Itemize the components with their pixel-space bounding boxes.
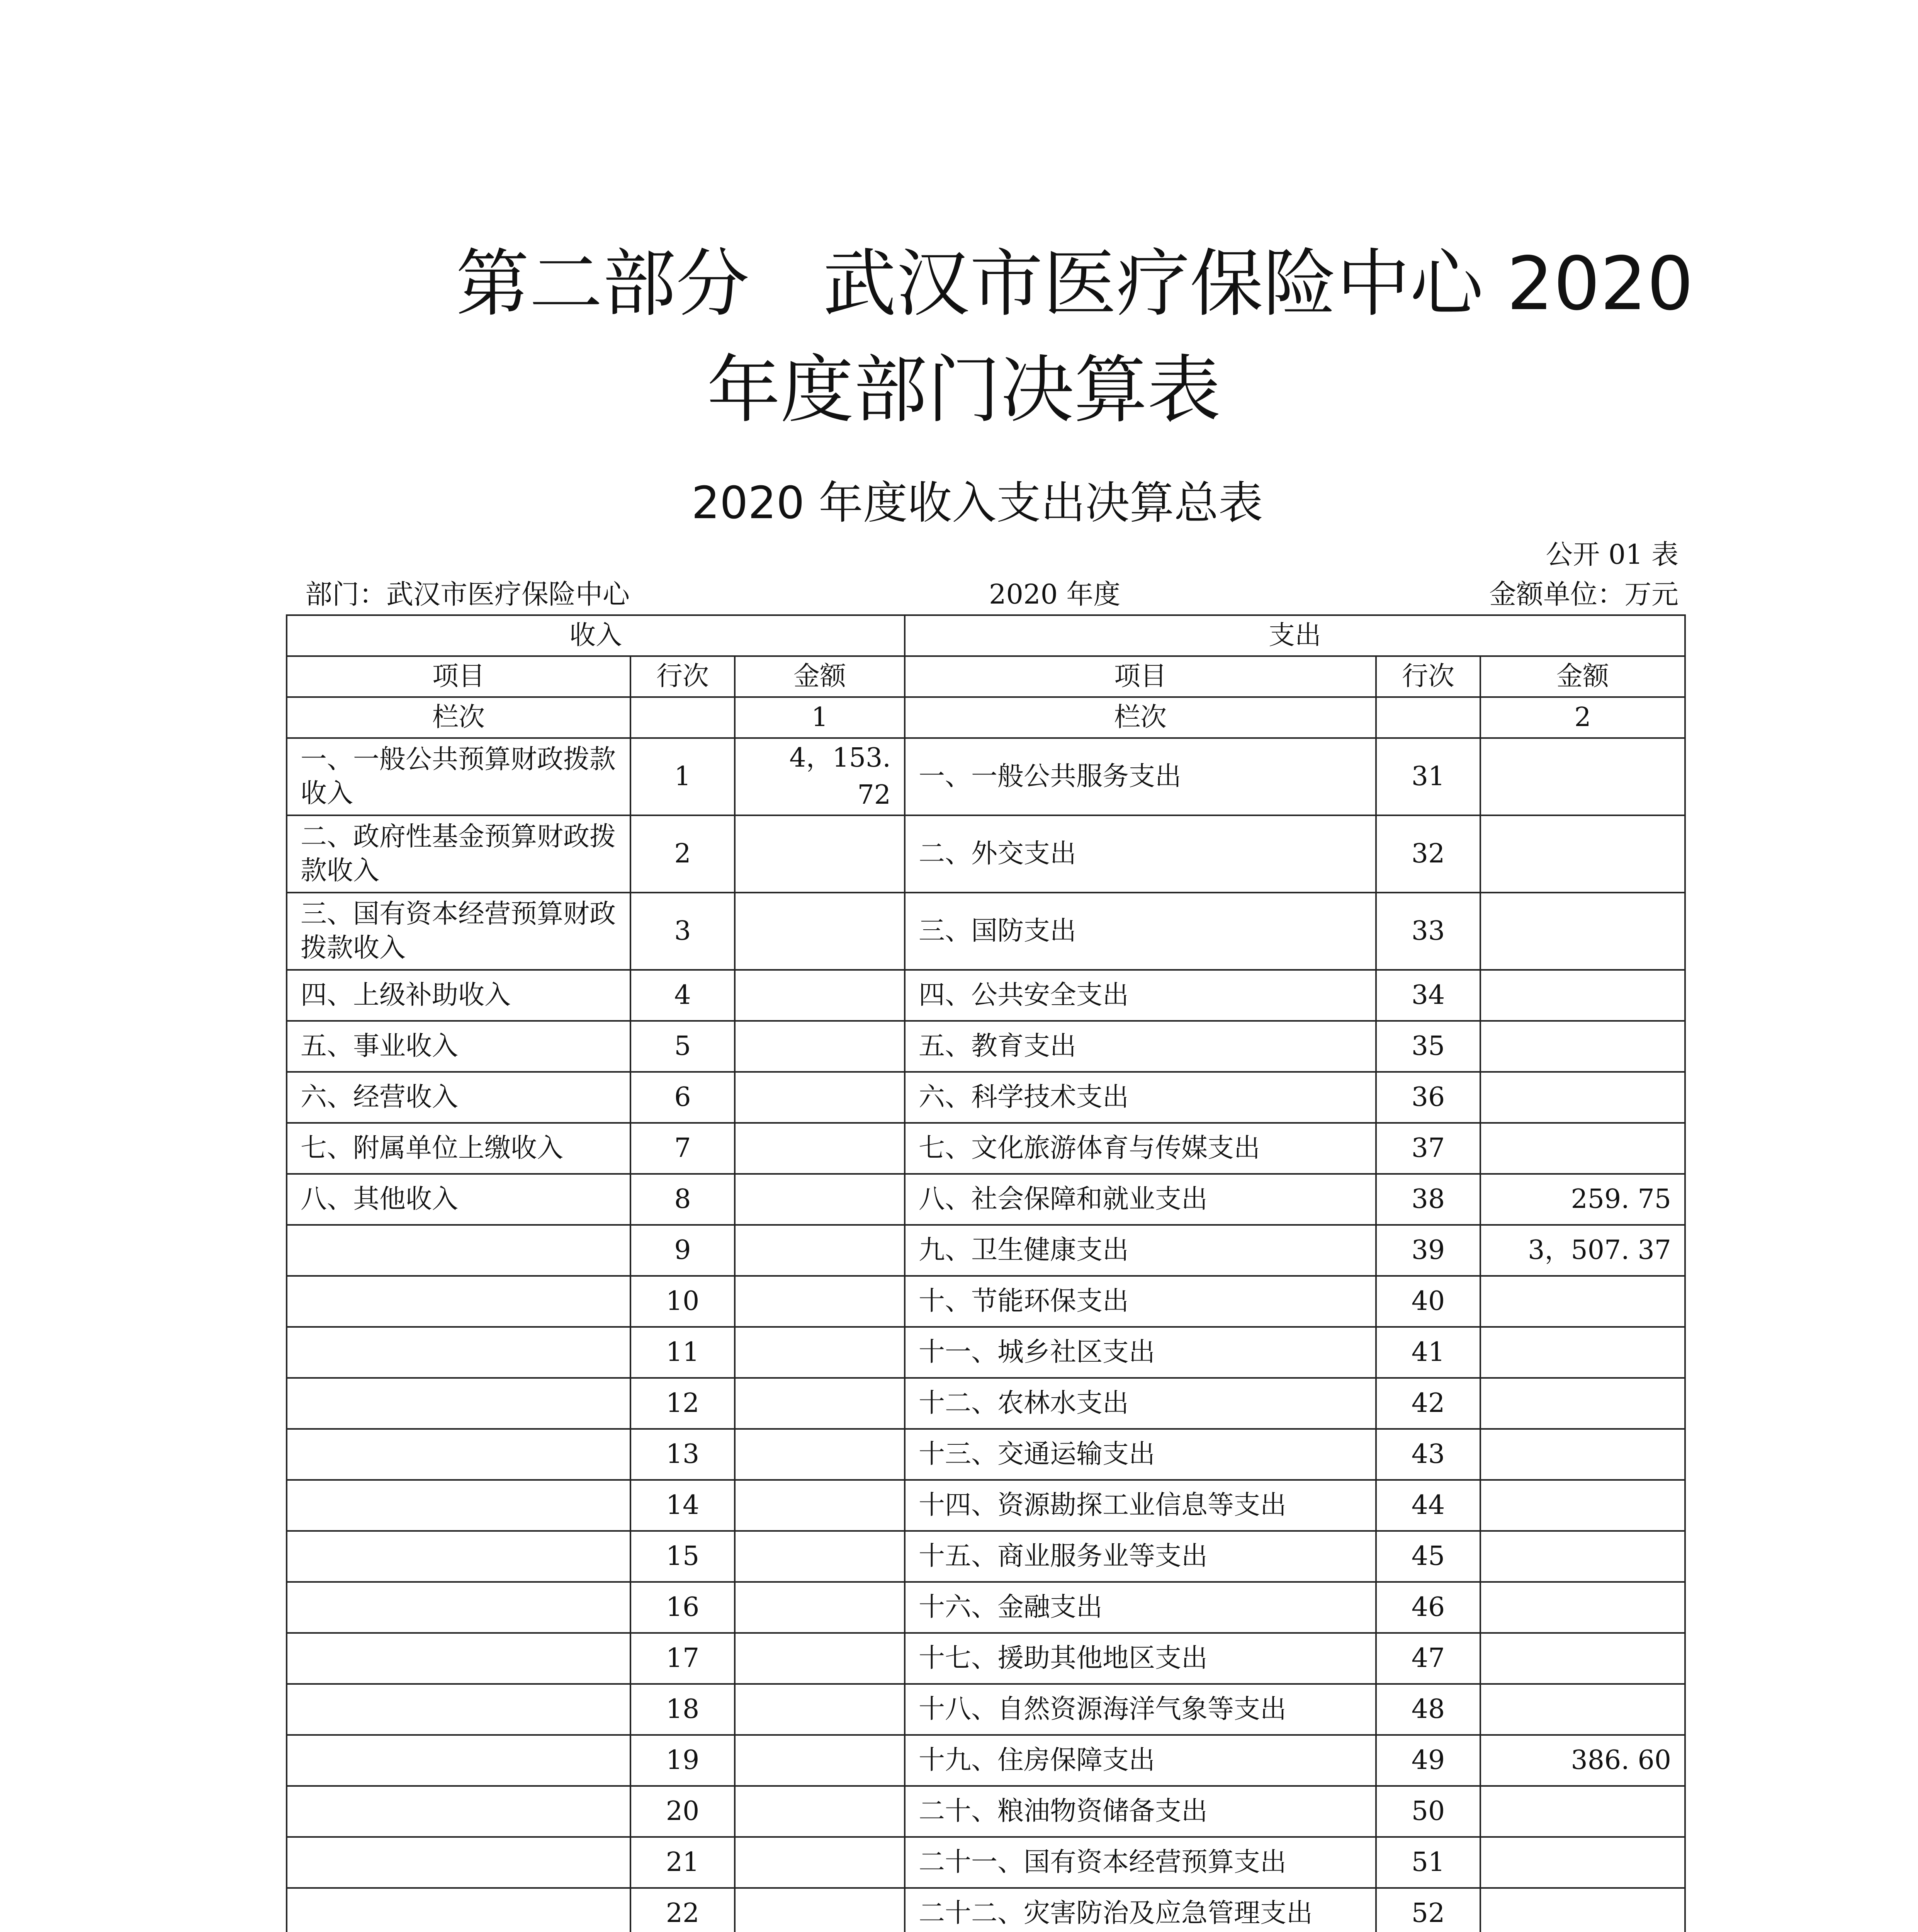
income-amount-cell [735, 1786, 905, 1837]
income-item-cell: 五、事业收入 [287, 1021, 630, 1072]
income-line-no-cell: 18 [630, 1684, 735, 1735]
expense-item-cell: 十二、农林水支出 [905, 1378, 1376, 1429]
expense-item-header: 项目 [905, 656, 1376, 697]
income-column-blank [630, 697, 735, 738]
expense-amount-cell [1480, 1582, 1685, 1633]
income-line-no-cell: 19 [630, 1735, 735, 1786]
expense-line-no-cell: 45 [1376, 1531, 1480, 1582]
income-amount-cell [735, 970, 905, 1021]
income-amount-cell [735, 1378, 905, 1429]
expense-amount-cell [1480, 1531, 1685, 1582]
expense-amount-cell [1480, 1633, 1685, 1684]
expense-item-cell: 十三、交通运输支出 [905, 1429, 1376, 1480]
income-item-cell: 八、其他收入 [287, 1174, 630, 1225]
expense-amount-cell [1480, 738, 1685, 815]
income-amount-header: 金额 [735, 656, 905, 697]
expense-line-no-cell: 48 [1376, 1684, 1480, 1735]
expense-line-no-cell: 39 [1376, 1225, 1480, 1276]
income-item-cell [287, 1429, 630, 1480]
expense-line-no-cell: 51 [1376, 1837, 1480, 1888]
expense-amount-cell [1480, 1327, 1685, 1378]
expense-item-cell: 三、国防支出 [905, 893, 1376, 970]
income-amount-cell [735, 1276, 905, 1327]
expense-line-no-cell: 38 [1376, 1174, 1480, 1225]
table-row [287, 1633, 1685, 1684]
income-item-cell: 二、政府性基金预算财政拨款收入 [287, 815, 630, 893]
income-line-no-cell: 9 [630, 1225, 735, 1276]
income-amount-cell [735, 1684, 905, 1735]
page-title-line-2: 年度部门决算表 [707, 347, 1221, 433]
income-item-cell [287, 1786, 630, 1837]
expense-line-no-cell: 31 [1376, 738, 1480, 815]
income-item-cell: 三、国有资本经营预算财政拨款收入 [287, 893, 630, 970]
income-column-number: 1 [735, 697, 905, 738]
table-row [287, 1582, 1685, 1633]
expense-amount-cell [1480, 1378, 1685, 1429]
income-item-cell: 六、经营收入 [287, 1072, 630, 1123]
table-row [287, 1888, 1685, 1932]
expense-line-no-cell: 36 [1376, 1072, 1480, 1123]
income-line-no-header: 行次 [630, 656, 735, 697]
expense-line-no-cell: 41 [1376, 1327, 1480, 1378]
table-row [287, 970, 1685, 1021]
expense-line-no-cell: 49 [1376, 1735, 1480, 1786]
income-line-no-cell: 4 [630, 970, 735, 1021]
expense-item-cell: 八、社会保障和就业支出 [905, 1174, 1376, 1225]
expense-line-no-cell: 33 [1376, 893, 1480, 970]
expense-item-cell: 二十、粮油物资储备支出 [905, 1786, 1376, 1837]
income-line-no-cell: 16 [630, 1582, 735, 1633]
income-item-cell [287, 1582, 630, 1633]
income-item-cell [287, 1888, 630, 1932]
income-item-cell [287, 1633, 630, 1684]
expense-amount-cell [1480, 893, 1685, 970]
expense-amount-cell [1480, 1786, 1685, 1837]
income-amount-cell [735, 1174, 905, 1225]
table-row [287, 1735, 1685, 1786]
header-row-sections [287, 615, 1685, 656]
expense-amount-cell [1480, 1480, 1685, 1531]
expense-item-cell: 十四、资源勘探工业信息等支出 [905, 1480, 1376, 1531]
expense-item-cell: 二十一、国有资本经营预算支出 [905, 1837, 1376, 1888]
table-row [287, 1072, 1685, 1123]
income-item-cell [287, 1276, 630, 1327]
income-line-no-cell: 5 [630, 1021, 735, 1072]
table-row [287, 1531, 1685, 1582]
income-amount-cell [735, 1123, 905, 1174]
expense-line-no-header: 行次 [1376, 656, 1480, 697]
unit-label: 金额单位：万元 [1489, 578, 1678, 610]
income-amount-cell [735, 1531, 905, 1582]
table-row [287, 1276, 1685, 1327]
table-row [287, 815, 1685, 893]
expense-item-cell: 十九、住房保障支出 [905, 1735, 1376, 1786]
expense-amount-cell [1480, 815, 1685, 893]
expense-item-cell: 一、一般公共服务支出 [905, 738, 1376, 815]
department-label: 部门：武汉市医疗保险中心 [305, 578, 630, 610]
income-amount-cell [735, 893, 905, 970]
table-row [287, 1684, 1685, 1735]
expense-item-cell: 七、文化旅游体育与传媒支出 [905, 1123, 1376, 1174]
expense-line-no-cell: 50 [1376, 1786, 1480, 1837]
table-row [287, 1480, 1685, 1531]
expense-amount-cell [1480, 1684, 1685, 1735]
expense-item-cell: 九、卫生健康支出 [905, 1225, 1376, 1276]
income-line-no-cell: 1 [630, 738, 735, 815]
income-item-cell: 四、上级补助收入 [287, 970, 630, 1021]
expense-amount-cell [1480, 1276, 1685, 1327]
income-line-no-cell: 12 [630, 1378, 735, 1429]
form-code: 公开 01 表 [1546, 539, 1678, 570]
income-column-label: 栏次 [287, 697, 630, 738]
income-line-no-cell: 6 [630, 1072, 735, 1123]
income-line-no-cell: 7 [630, 1123, 735, 1174]
expense-amount-cell [1480, 1021, 1685, 1072]
table-title: 2020 年度收入支出决算总表 [691, 477, 1263, 529]
income-amount-cell [735, 1837, 905, 1888]
income-line-no-cell: 22 [630, 1888, 735, 1932]
income-item-cell [287, 1684, 630, 1735]
expense-line-no-cell: 35 [1376, 1021, 1480, 1072]
table-row [287, 1786, 1685, 1837]
income-line-no-cell: 20 [630, 1786, 735, 1837]
expense-line-no-cell: 47 [1376, 1633, 1480, 1684]
income-line-no-cell: 13 [630, 1429, 735, 1480]
income-amount-cell [735, 1021, 905, 1072]
income-amount-cell [735, 1225, 905, 1276]
expense-line-no-cell: 43 [1376, 1429, 1480, 1480]
expense-line-no-cell: 37 [1376, 1123, 1480, 1174]
expense-line-no-cell: 44 [1376, 1480, 1480, 1531]
expense-column-blank [1376, 697, 1480, 738]
expense-column-label: 栏次 [905, 697, 1376, 738]
income-amount-cell [735, 1735, 905, 1786]
income-amount-cell [735, 1072, 905, 1123]
expense-line-no-cell: 46 [1376, 1582, 1480, 1633]
income-line-no-cell: 14 [630, 1480, 735, 1531]
income-item-cell [287, 1531, 630, 1582]
income-item-header: 项目 [287, 656, 630, 697]
expense-item-cell: 十七、援助其他地区支出 [905, 1633, 1376, 1684]
expense-item-cell: 六、科学技术支出 [905, 1072, 1376, 1123]
expense-item-cell: 四、公共安全支出 [905, 970, 1376, 1021]
income-expense-table [286, 614, 1686, 1932]
income-item-cell: 一、一般公共预算财政拨款收入 [287, 738, 630, 815]
expense-item-cell: 二十二、灾害防治及应急管理支出 [905, 1888, 1376, 1932]
income-item-cell [287, 1480, 630, 1531]
page-title-line-1: 第二部分 武汉市医疗保险中心 2020 [456, 241, 1694, 327]
table-row [287, 1225, 1685, 1276]
expense-line-no-cell: 32 [1376, 815, 1480, 893]
table-row [287, 1429, 1685, 1480]
income-amount-cell [735, 1327, 905, 1378]
expense-line-no-cell: 42 [1376, 1378, 1480, 1429]
expense-amount-cell [1480, 970, 1685, 1021]
income-amount-cell [735, 1429, 905, 1480]
expense-item-cell: 十五、商业服务业等支出 [905, 1531, 1376, 1582]
expense-amount-header: 金额 [1480, 656, 1685, 697]
expense-line-no-cell: 34 [1376, 970, 1480, 1021]
income-line-no-cell: 17 [630, 1633, 735, 1684]
table-row [287, 738, 1685, 815]
income-line-no-cell: 10 [630, 1276, 735, 1327]
expense-line-no-cell: 52 [1376, 1888, 1480, 1932]
expense-item-cell: 十八、自然资源海洋气象等支出 [905, 1684, 1376, 1735]
table-row [287, 1123, 1685, 1174]
income-amount-cell [735, 1888, 905, 1932]
income-line-no-cell: 15 [630, 1531, 735, 1582]
expense-line-no-cell: 40 [1376, 1276, 1480, 1327]
income-amount-cell [735, 1582, 905, 1633]
expense-section-header: 支出 [905, 615, 1685, 656]
income-amount-cell [735, 1480, 905, 1531]
income-item-cell: 七、附属单位上缴收入 [287, 1123, 630, 1174]
income-item-cell [287, 1837, 630, 1888]
header-row-column-numbers [287, 697, 1685, 738]
expense-amount-cell [1480, 1072, 1685, 1123]
expense-item-cell: 十一、城乡社区支出 [905, 1327, 1376, 1378]
header-row-columns [287, 656, 1685, 697]
expense-item-cell: 五、教育支出 [905, 1021, 1376, 1072]
expense-amount-cell [1480, 1429, 1685, 1480]
income-section-header: 收入 [287, 615, 905, 656]
expense-amount-cell: 386. 60 [1480, 1735, 1685, 1786]
expense-amount-cell: 259. 75 [1480, 1174, 1685, 1225]
expense-amount-cell [1480, 1888, 1685, 1932]
income-line-no-cell: 2 [630, 815, 735, 893]
income-amount-cell [735, 815, 905, 893]
income-item-cell [287, 1735, 630, 1786]
income-item-cell [287, 1225, 630, 1276]
income-line-no-cell: 11 [630, 1327, 735, 1378]
income-line-no-cell: 3 [630, 893, 735, 970]
expense-column-number: 2 [1480, 697, 1685, 738]
expense-item-cell: 二、外交支出 [905, 815, 1376, 893]
table-row [287, 1174, 1685, 1225]
expense-amount-cell [1480, 1123, 1685, 1174]
income-item-cell [287, 1327, 630, 1378]
expense-amount-cell: 3，507. 37 [1480, 1225, 1685, 1276]
year-label: 2020 年度 [989, 578, 1121, 610]
expense-item-cell: 十、节能环保支出 [905, 1276, 1376, 1327]
expense-amount-cell [1480, 1837, 1685, 1888]
expense-item-cell: 十六、金融支出 [905, 1582, 1376, 1633]
income-amount-cell: 4，153. 72 [735, 738, 905, 815]
table-row [287, 893, 1685, 970]
income-item-cell [287, 1378, 630, 1429]
table-row [287, 1327, 1685, 1378]
income-line-no-cell: 8 [630, 1174, 735, 1225]
table-row [287, 1021, 1685, 1072]
table-row [287, 1378, 1685, 1429]
income-line-no-cell: 21 [630, 1837, 735, 1888]
income-amount-cell [735, 1633, 905, 1684]
table-row [287, 1837, 1685, 1888]
